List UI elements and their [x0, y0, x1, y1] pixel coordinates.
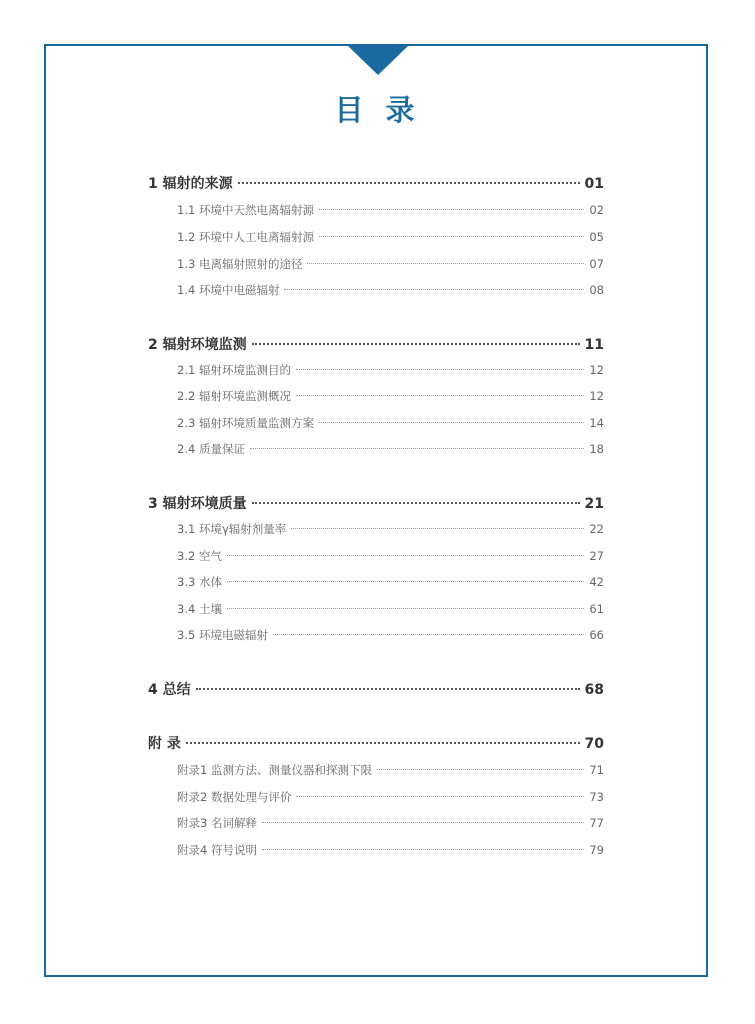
- toc-section-entry[interactable]: [177, 282, 604, 298]
- toc-entry-page-number: 27: [589, 549, 604, 563]
- toc-entry-label: 1.2 环境中人工电离辐射源: [177, 230, 314, 244]
- toc-entry-page-number: 08: [589, 283, 604, 297]
- toc-entry-page-number: 42: [589, 575, 604, 589]
- toc-section-entry[interactable]: [177, 548, 604, 564]
- toc-entry-label: 3.5 环境电磁辐射: [177, 628, 268, 642]
- toc-entry-page-number: 02: [589, 203, 604, 217]
- toc-entry-page-number: 12: [589, 363, 604, 377]
- toc-entry-page-number: 61: [589, 602, 604, 616]
- toc-entry-label: 附录3 名词解释: [177, 816, 257, 830]
- dot-leader: [250, 448, 584, 449]
- dot-leader: [227, 581, 584, 582]
- toc-section-entry[interactable]: [177, 815, 604, 831]
- frame-tab-triangle: [347, 45, 409, 75]
- dot-leader: [377, 769, 584, 770]
- toc-entry-page-number: 73: [589, 790, 604, 804]
- toc-entry-page-number: 77: [589, 816, 604, 830]
- dot-leader: [262, 849, 584, 850]
- toc-section-entry[interactable]: [177, 256, 604, 272]
- toc-entry-label: 2.3 辐射环境质量监测方案: [177, 416, 314, 430]
- dot-leader: [307, 263, 584, 264]
- toc-entry-page-number: 01: [584, 176, 604, 192]
- toc-entry-label: 2.4 质量保证: [177, 442, 245, 456]
- dot-leader: [196, 688, 580, 690]
- toc-section-entry[interactable]: [177, 762, 604, 778]
- dot-leader: [186, 742, 580, 744]
- toc-section-entry[interactable]: [177, 362, 604, 378]
- toc-section-entry[interactable]: [177, 441, 604, 457]
- toc-entry-label: 附录1 监测方法、测量仪器和探测下限: [177, 763, 372, 777]
- dot-leader: [296, 369, 584, 370]
- toc-entry-label: 1.4 环境中电磁辐射: [177, 283, 280, 297]
- toc-entry-page-number: 68: [584, 682, 604, 698]
- toc-entry-page-number: 22: [589, 522, 604, 536]
- dot-leader: [319, 422, 584, 423]
- dot-leader: [238, 182, 580, 184]
- toc-entry-label: 3 辐射环境质量: [148, 496, 247, 512]
- toc-entry-label: 附 录: [148, 736, 181, 752]
- toc-section-entry[interactable]: [177, 789, 604, 805]
- dot-leader: [319, 209, 584, 210]
- toc-entry-page-number: 07: [589, 257, 604, 271]
- toc-section-entry[interactable]: [177, 627, 604, 643]
- toc-entry-label: 1.3 电离辐射照射的途径: [177, 257, 303, 271]
- dot-leader: [296, 796, 584, 797]
- toc-entry-label: 3.3 水体: [177, 575, 222, 589]
- dot-leader: [284, 289, 584, 290]
- toc-section-entry[interactable]: [177, 521, 604, 537]
- toc-entry-label: 附录2 数据处理与评价: [177, 790, 292, 804]
- toc-entry-label: 3.2 空气: [177, 549, 222, 563]
- dot-leader: [319, 236, 584, 237]
- toc-entry-label: 2.2 辐射环境监测概况: [177, 389, 291, 403]
- toc-chapter-entry[interactable]: [148, 733, 604, 753]
- toc-entry-label: 附录4 符号说明: [177, 843, 257, 857]
- toc-section-entry[interactable]: [177, 202, 604, 218]
- dot-leader: [262, 822, 584, 823]
- dot-leader: [227, 608, 584, 609]
- toc-entry-label: 4 总结: [148, 682, 191, 698]
- dot-leader: [252, 502, 580, 504]
- toc-section-entry[interactable]: [177, 574, 604, 590]
- toc-section-entry[interactable]: [177, 842, 604, 858]
- toc-entry-page-number: 12: [589, 389, 604, 403]
- toc-entry-page-number: 71: [589, 763, 604, 777]
- toc-entry-page-number: 66: [589, 628, 604, 642]
- toc-entry-page-number: 21: [584, 496, 604, 512]
- dot-leader: [291, 528, 584, 529]
- toc-entry-label: 3.1 环境γ辐射剂量率: [177, 522, 287, 536]
- dot-leader: [252, 343, 580, 345]
- dot-leader: [227, 555, 584, 556]
- toc-entry-page-number: 18: [589, 442, 604, 456]
- toc-chapter-entry[interactable]: [148, 493, 604, 513]
- toc-entry-page-number: 14: [589, 416, 604, 430]
- toc-entry-page-number: 05: [589, 230, 604, 244]
- page-title: 目 录: [334, 93, 421, 127]
- toc-entry-page-number: 11: [584, 337, 604, 353]
- toc-chapter-entry[interactable]: [148, 679, 604, 699]
- toc-entry-page-number: 79: [589, 843, 604, 857]
- dot-leader: [273, 634, 584, 635]
- toc-entry-label: 1.1 环境中天然电离辐射源: [177, 203, 314, 217]
- toc-section-entry[interactable]: [177, 415, 604, 431]
- toc-chapter-entry[interactable]: [148, 334, 604, 354]
- toc-entry-label: 3.4 土壤: [177, 602, 222, 616]
- dot-leader: [296, 395, 584, 396]
- toc-section-entry[interactable]: [177, 388, 604, 404]
- toc-entry-label: 1 辐射的来源: [148, 176, 233, 192]
- toc-entry-label: 2 辐射环境监测: [148, 337, 247, 353]
- toc-entry-page-number: 70: [584, 736, 604, 752]
- toc-entry-label: 2.1 辐射环境监测目的: [177, 363, 291, 377]
- toc-section-entry[interactable]: [177, 601, 604, 617]
- toc-chapter-entry[interactable]: [148, 173, 604, 193]
- toc-section-entry[interactable]: [177, 229, 604, 245]
